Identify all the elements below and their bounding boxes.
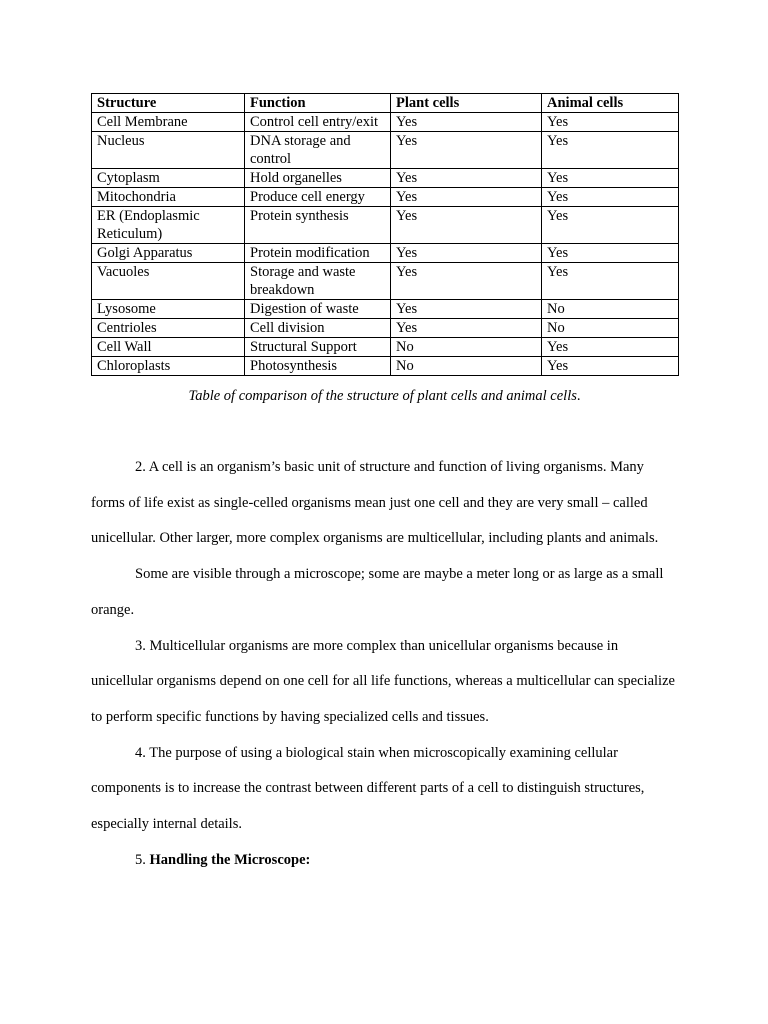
body-text: [91, 450, 681, 878]
cell-structure: Nucleus: [92, 132, 245, 169]
paragraph-2: 2. A cell is an organism’s basic unit of structure and function of living organisms. Many forms of life exist as single-celled organisms mean just one cell and they are very small – called unicellular. Other larger, more complex organisms are multicellular, including plants and animals.: [91, 459, 659, 547]
cell-plant: Yes: [391, 113, 542, 132]
cell-plant: Yes: [391, 132, 542, 169]
cell-animal: No: [542, 319, 679, 338]
cell-structure: Cell Membrane: [92, 113, 245, 132]
cell-animal: Yes: [542, 113, 679, 132]
paragraph-3: 3. Multicellular organisms are more complex than unicellular organisms because in unicellular organisms depend on one cell for all life functions, whereas a multicellular can specialize to perform specific functions by having specialized cells and tissues.: [91, 637, 675, 725]
cell-function: Hold organelles: [245, 169, 391, 188]
cell-function: Produce cell energy: [245, 188, 391, 207]
table-row: [92, 132, 679, 169]
cell-plant: Yes: [391, 188, 542, 207]
cell-animal: Yes: [542, 132, 679, 169]
table-row: [92, 263, 679, 300]
cell-structure: ER (Endoplasmic Reticulum): [92, 207, 245, 244]
cell-function: DNA storage and control: [245, 132, 391, 169]
cell-animal: Yes: [542, 244, 679, 263]
cell-function: Storage and waste breakdown: [245, 263, 391, 300]
cell-animal: Yes: [542, 169, 679, 188]
cell-structure: Golgi Apparatus: [92, 244, 245, 263]
cell-animal: Yes: [542, 188, 679, 207]
header-plant-cells: Plant cells: [391, 94, 542, 113]
paragraph-5-heading: Handling the Microscope:: [149, 851, 311, 868]
paragraph-5-number: 5.: [135, 851, 150, 868]
paragraph-4: 4. The purpose of using a biological stain when microscopically examining cellular components is to increase the contrast between different parts of a cell to distinguish structures, especially internal details.: [91, 744, 645, 833]
cell-animal: Yes: [542, 338, 679, 357]
cell-animal: Yes: [542, 207, 679, 244]
header-structure: Structure: [92, 94, 245, 113]
cell-animal: Yes: [542, 357, 679, 376]
table-caption-text: Table of comparison of the structure of plant cells and animal cells: [188, 388, 577, 404]
cell-function: Protein modification: [245, 244, 391, 263]
cell-plant: Yes: [391, 169, 542, 188]
cell-function: Photosynthesis: [245, 357, 391, 376]
cell-plant: Yes: [391, 319, 542, 338]
cell-structure: Chloroplasts: [92, 357, 245, 376]
cell-structure: Centrioles: [92, 319, 245, 338]
table-row: [92, 357, 679, 376]
paragraph-5: [91, 843, 681, 879]
table-row: [92, 319, 679, 338]
cell-function: Cell division: [245, 319, 391, 338]
table-row: [92, 300, 679, 319]
table-row: [92, 207, 679, 244]
cell-structure: Lysosome: [92, 300, 245, 319]
cell-function: Protein synthesis: [245, 207, 391, 244]
cell-plant: Yes: [391, 263, 542, 300]
table-row: [92, 244, 679, 263]
cell-function: Structural Support: [245, 338, 391, 357]
cell-plant: Yes: [391, 207, 542, 244]
cell-animal: No: [542, 300, 679, 319]
header-animal-cells: Animal cells: [542, 94, 679, 113]
cell-function: Control cell entry/exit: [245, 113, 391, 132]
table-caption-period: .: [576, 388, 581, 404]
table-row: [92, 169, 679, 188]
cell-plant: No: [391, 338, 542, 357]
cell-structure: Vacuoles: [92, 263, 245, 300]
cell-comparison-table: [91, 93, 679, 376]
cell-plant: No: [391, 357, 542, 376]
table-row: [92, 188, 679, 207]
cell-structure: Cell Wall: [92, 338, 245, 357]
table-row: [92, 113, 679, 132]
cell-plant: Yes: [391, 300, 542, 319]
table-header-row: [92, 94, 679, 113]
cell-structure: Cytoplasm: [92, 169, 245, 188]
cell-plant: Yes: [391, 244, 542, 263]
table-caption: [91, 387, 678, 405]
paragraph-2-continued: Some are visible through a microscope; some are maybe a meter long or as large as a small orange.: [91, 566, 664, 618]
table-row: [92, 338, 679, 357]
header-function: Function: [245, 94, 391, 113]
cell-animal: Yes: [542, 263, 679, 300]
cell-structure: Mitochondria: [92, 188, 245, 207]
cell-function: Digestion of waste: [245, 300, 391, 319]
